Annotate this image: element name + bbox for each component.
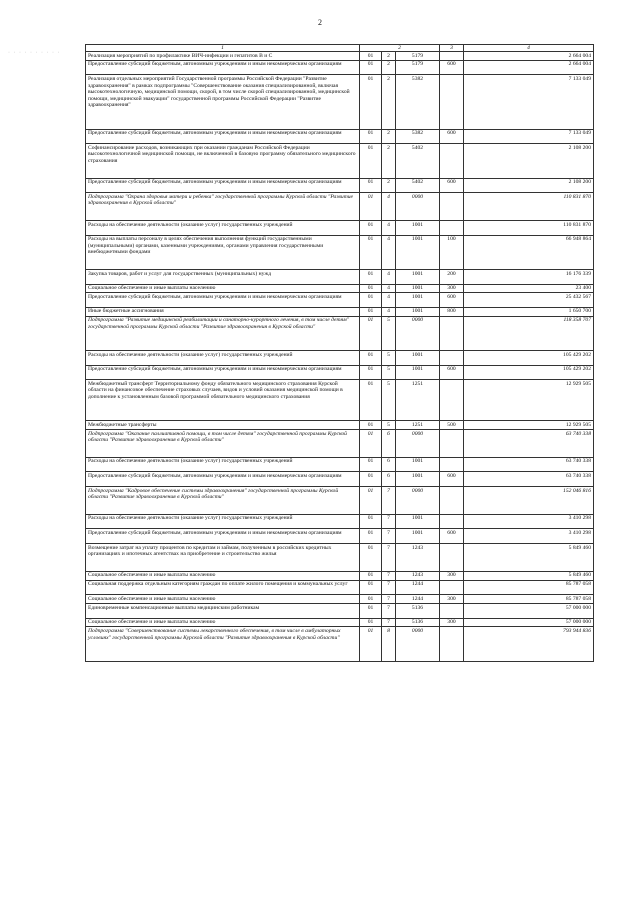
row-code-cell: 0000: [396, 193, 440, 221]
header-col-4: 4: [464, 45, 594, 52]
row-expense-type-cell: [440, 220, 464, 235]
row-program-cell: 01: [360, 365, 382, 380]
table-row: [86, 269, 594, 284]
row-expense-type-cell: [440, 75, 464, 129]
row-code-cell: 1001: [396, 269, 440, 284]
row-expense-type-cell: 300: [440, 571, 464, 580]
page-number: 2: [318, 18, 322, 27]
row-subprogram-cell: 7: [382, 514, 396, 529]
row-expense-type-cell: 600: [440, 472, 464, 487]
table-row: [86, 365, 594, 380]
row-code-cell: 0000: [396, 627, 440, 661]
row-subprogram-cell: 7: [382, 595, 396, 604]
row-expense-type-cell: [440, 514, 464, 529]
row-code-cell: 1251: [396, 380, 440, 421]
row-subprogram-cell: 2: [382, 144, 396, 178]
row-expense-type-cell: 600: [440, 293, 464, 308]
row-expense-type-cell: 300: [440, 618, 464, 627]
row-subprogram-cell: 4: [382, 293, 396, 308]
row-subprogram-cell: 5: [382, 365, 396, 380]
row-subprogram-cell: 2: [382, 52, 396, 61]
row-name-cell: Предоставление субсидий бюджетным, автономным учреждениям и иным некоммерческим организациям: [86, 529, 360, 544]
row-code-cell: 1001: [396, 365, 440, 380]
row-name-cell: Расходы на выплаты персоналу в целях обеспечения выполнения функций государственными (муниципальными) органами, казенными учреждениями, органами управления государственными внебюджетными фондами: [86, 235, 360, 269]
row-code-cell: 1251: [396, 421, 440, 430]
row-code-cell: 1244: [396, 580, 440, 595]
table-row: [86, 580, 594, 595]
row-code-cell: 1001: [396, 307, 440, 316]
row-code-cell: 1001: [396, 514, 440, 529]
row-amount-cell: 1 650 700: [464, 307, 594, 316]
row-program-cell: 01: [360, 307, 382, 316]
row-amount-cell: 25 432 567: [464, 293, 594, 308]
row-program-cell: 01: [360, 571, 382, 580]
row-program-cell: 01: [360, 529, 382, 544]
row-program-cell: 01: [360, 457, 382, 472]
row-amount-cell: 110 831 870: [464, 220, 594, 235]
row-amount-cell: 7 133 049: [464, 75, 594, 129]
row-subprogram-cell: 2: [382, 178, 396, 193]
row-expense-type-cell: [440, 487, 464, 515]
row-subprogram-cell: 5: [382, 316, 396, 350]
row-code-cell: 1243: [396, 544, 440, 572]
row-program-cell: 01: [360, 52, 382, 61]
row-subprogram-cell: 5: [382, 380, 396, 421]
row-code-cell: 1243: [396, 571, 440, 580]
row-name-cell: Реализация мероприятий по профилактике ВИЧ-инфекции и гепатитов В и С: [86, 52, 360, 61]
row-expense-type-cell: [440, 52, 464, 61]
row-subprogram-cell: 7: [382, 544, 396, 572]
table-row: [86, 193, 594, 221]
row-name-cell: Социальное обеспечение и иные выплаты населению: [86, 595, 360, 604]
row-program-cell: 01: [360, 627, 382, 661]
row-amount-cell: 105 429 202: [464, 351, 594, 366]
row-code-cell: 5382: [396, 129, 440, 144]
row-expense-type-cell: 200: [440, 269, 464, 284]
row-subprogram-cell: 6: [382, 472, 396, 487]
row-amount-cell: 2 108 200: [464, 178, 594, 193]
table-body: [86, 52, 594, 662]
table-row: [86, 316, 594, 350]
row-amount-cell: 23 400: [464, 284, 594, 293]
row-expense-type-cell: 600: [440, 178, 464, 193]
table-row: [86, 178, 594, 193]
row-name-cell: Социальная поддержка отдельным категориям граждан по оплате жилого помещения и коммунальных услуг: [86, 580, 360, 595]
row-name-cell: Подпрограмма "Охрана здоровья матери и ребенка" государственной программы Курской области "Развитие здравоохранения в Курской области": [86, 193, 360, 221]
row-expense-type-cell: 500: [440, 421, 464, 430]
row-amount-cell: 85 787 058: [464, 595, 594, 604]
row-subprogram-cell: 4: [382, 269, 396, 284]
row-amount-cell: 793 944 836: [464, 627, 594, 661]
row-code-cell: 1244: [396, 595, 440, 604]
row-name-cell: Предоставление субсидий бюджетным, автономным учреждениям и иным некоммерческим организациям: [86, 472, 360, 487]
row-code-cell: 1001: [396, 235, 440, 269]
row-expense-type-cell: [440, 457, 464, 472]
row-program-cell: 01: [360, 544, 382, 572]
row-program-cell: 01: [360, 430, 382, 458]
row-subprogram-cell: 4: [382, 284, 396, 293]
row-expense-type-cell: 600: [440, 529, 464, 544]
row-amount-cell: 12 929 505: [464, 380, 594, 421]
row-subprogram-cell: 5: [382, 351, 396, 366]
row-name-cell: Предоставление субсидий бюджетным, автономным учреждениям и иным некоммерческим организациям: [86, 178, 360, 193]
table-row: [86, 60, 594, 75]
table-row: [86, 544, 594, 572]
row-name-cell: Возмещение затрат на уплату процентов по кредитам и займам, полученным в российских кредитных организациях и ипотечных агентствах на приобретение и строительство жилья: [86, 544, 360, 572]
margin-mark: · · · · · · · · · ·: [8, 50, 61, 56]
row-code-cell: 1001: [396, 472, 440, 487]
table-row: [86, 487, 594, 515]
row-subprogram-cell: 7: [382, 618, 396, 627]
row-code-cell: 5136: [396, 618, 440, 627]
row-subprogram-cell: 7: [382, 487, 396, 515]
row-name-cell: Подпрограмма "Кадровое обеспечение системы здравоохранения" государственной программы Курской области "Развитие здравоохранения в Курской области": [86, 487, 360, 515]
row-code-cell: 0000: [396, 430, 440, 458]
row-code-cell: 5179: [396, 60, 440, 75]
row-expense-type-cell: 100: [440, 235, 464, 269]
row-subprogram-cell: 7: [382, 603, 396, 618]
row-code-cell: 5382: [396, 75, 440, 129]
table-row: [86, 514, 594, 529]
row-program-cell: 01: [360, 472, 382, 487]
row-code-cell: 1001: [396, 529, 440, 544]
row-name-cell: Межбюджетный трансферт Территориальному фонду обязательного медицинского страхования Курской области на финансовое обеспечение страховых случаев, видов и условий оказания медицинской помощи в дополнение к установленным базовой программой обязательного медицинского страхования: [86, 380, 360, 421]
header-col-3: 3: [440, 45, 464, 52]
row-program-cell: 01: [360, 487, 382, 515]
row-expense-type-cell: [440, 580, 464, 595]
row-name-cell: Социальное обеспечение и иные выплаты населению: [86, 284, 360, 293]
row-expense-type-cell: 600: [440, 129, 464, 144]
row-program-cell: 01: [360, 129, 382, 144]
row-amount-cell: 2 664 004: [464, 52, 594, 61]
row-code-cell: 0000: [396, 316, 440, 350]
header-col-2: 2: [360, 45, 440, 52]
row-program-cell: 01: [360, 235, 382, 269]
table-row: [86, 595, 594, 604]
row-code-cell: 0000: [396, 487, 440, 515]
row-amount-cell: 57 000 000: [464, 618, 594, 627]
row-amount-cell: 12 929 505: [464, 421, 594, 430]
row-subprogram-cell: 4: [382, 220, 396, 235]
table-row: [86, 430, 594, 458]
row-name-cell: Расходы на обеспечение деятельности (оказание услуг) государственных учреждений: [86, 351, 360, 366]
row-subprogram-cell: 5: [382, 421, 396, 430]
table-row: [86, 618, 594, 627]
row-code-cell: 5402: [396, 178, 440, 193]
row-program-cell: 01: [360, 316, 382, 350]
row-subprogram-cell: 6: [382, 430, 396, 458]
row-expense-type-cell: [440, 603, 464, 618]
row-program-cell: 01: [360, 603, 382, 618]
row-program-cell: 01: [360, 580, 382, 595]
row-amount-cell: 63 740 338: [464, 430, 594, 458]
row-program-cell: 01: [360, 75, 382, 129]
row-name-cell: Расходы на обеспечение деятельности (оказание услуг) государственных учреждений: [86, 220, 360, 235]
row-name-cell: Предоставление субсидий бюджетным, автономным учреждениям и иным некоммерческим организациям: [86, 293, 360, 308]
table-row: [86, 293, 594, 308]
row-name-cell: Межбюджетные трансферты: [86, 421, 360, 430]
table-row: [86, 75, 594, 129]
table-row: [86, 235, 594, 269]
row-amount-cell: 2 664 004: [464, 60, 594, 75]
row-code-cell: 1001: [396, 293, 440, 308]
row-name-cell: Предоставление субсидий бюджетным, автономным учреждениям и иным некоммерческим организациям: [86, 129, 360, 144]
row-amount-cell: 3 410 298: [464, 514, 594, 529]
row-program-cell: 01: [360, 220, 382, 235]
row-expense-type-cell: [440, 627, 464, 661]
row-program-cell: 01: [360, 60, 382, 75]
row-amount-cell: 110 831 870: [464, 193, 594, 221]
table-row: [86, 571, 594, 580]
row-subprogram-cell: 8: [382, 627, 396, 661]
row-subprogram-cell: 7: [382, 529, 396, 544]
budget-table: [85, 44, 594, 662]
table-header-row: [86, 45, 594, 52]
row-program-cell: 01: [360, 595, 382, 604]
row-name-cell: Расходы на обеспечение деятельности (оказание услуг) государственных учреждений: [86, 457, 360, 472]
row-subprogram-cell: 2: [382, 75, 396, 129]
row-amount-cell: 85 787 058: [464, 580, 594, 595]
row-expense-type-cell: [440, 380, 464, 421]
row-name-cell: Подпрограмма "Оказание паллиативной помощи, в том числе детям" государственной программы Курской области "Развитие здравоохранения в Курской области": [86, 430, 360, 458]
row-expense-type-cell: 300: [440, 284, 464, 293]
row-expense-type-cell: [440, 193, 464, 221]
row-subprogram-cell: 2: [382, 129, 396, 144]
row-program-cell: 01: [360, 421, 382, 430]
header-col-1: 1: [86, 45, 360, 52]
table-row: [86, 52, 594, 61]
row-subprogram-cell: 2: [382, 60, 396, 75]
table-row: [86, 529, 594, 544]
table-row: [86, 220, 594, 235]
row-amount-cell: 5 849 460: [464, 544, 594, 572]
row-expense-type-cell: 600: [440, 60, 464, 75]
row-amount-cell: 63 740 338: [464, 472, 594, 487]
row-subprogram-cell: 7: [382, 571, 396, 580]
table-row: [86, 603, 594, 618]
row-code-cell: 5136: [396, 603, 440, 618]
row-amount-cell: 57 000 000: [464, 603, 594, 618]
row-name-cell: Закупка товаров, работ и услуг для государственных (муниципальных) нужд: [86, 269, 360, 284]
row-name-cell: Подпрограмма "Развитие медицинской реабилитации и санаторно-курортного лечения, в том числе детям" государственной программы Курской области "Развитие здравоохранения в Курской области": [86, 316, 360, 350]
row-name-cell: Единовременные компенсационные выплаты медицинским работникам: [86, 603, 360, 618]
row-subprogram-cell: 7: [382, 580, 396, 595]
row-amount-cell: 16 176 339: [464, 269, 594, 284]
row-program-cell: 01: [360, 284, 382, 293]
row-program-cell: 01: [360, 144, 382, 178]
row-program-cell: 01: [360, 178, 382, 193]
row-code-cell: 1001: [396, 284, 440, 293]
row-subprogram-cell: 4: [382, 235, 396, 269]
table-row: [86, 284, 594, 293]
row-code-cell: 1001: [396, 457, 440, 472]
row-program-cell: 01: [360, 618, 382, 627]
row-amount-cell: 63 740 338: [464, 457, 594, 472]
row-amount-cell: 2 108 200: [464, 144, 594, 178]
row-expense-type-cell: [440, 144, 464, 178]
row-amount-cell: 7 133 049: [464, 129, 594, 144]
row-program-cell: 01: [360, 380, 382, 421]
row-expense-type-cell: 800: [440, 307, 464, 316]
row-expense-type-cell: 300: [440, 595, 464, 604]
row-name-cell: Софинансирование расходов, возникающих при оказании гражданам Российской Федерации высокотехнологичной медицинской помощи, не включенной в базовую программу обязательного медицинского страхования: [86, 144, 360, 178]
row-amount-cell: 66 948 864: [464, 235, 594, 269]
row-name-cell: Предоставление субсидий бюджетным, автономным учреждениям и иным некоммерческим организациям: [86, 365, 360, 380]
row-name-cell: Социальное обеспечение и иные выплаты населению: [86, 571, 360, 580]
row-code-cell: 5179: [396, 52, 440, 61]
table-row: [86, 421, 594, 430]
row-expense-type-cell: 600: [440, 365, 464, 380]
row-amount-cell: 118 358 707: [464, 316, 594, 350]
row-expense-type-cell: [440, 316, 464, 350]
row-subprogram-cell: 4: [382, 307, 396, 316]
row-expense-type-cell: [440, 351, 464, 366]
table-row: [86, 307, 594, 316]
row-name-cell: Иные бюджетные ассигнования: [86, 307, 360, 316]
row-amount-cell: 5 849 460: [464, 571, 594, 580]
row-amount-cell: 3 410 298: [464, 529, 594, 544]
row-code-cell: 1001: [396, 220, 440, 235]
row-code-cell: 1001: [396, 351, 440, 366]
row-expense-type-cell: [440, 430, 464, 458]
table-row: [86, 351, 594, 366]
row-program-cell: 01: [360, 193, 382, 221]
row-amount-cell: 152 046 816: [464, 487, 594, 515]
row-name-cell: Социальное обеспечение и иные выплаты населению: [86, 618, 360, 627]
row-program-cell: 01: [360, 269, 382, 284]
table-row: [86, 144, 594, 178]
row-expense-type-cell: [440, 544, 464, 572]
row-subprogram-cell: 6: [382, 457, 396, 472]
row-program-cell: 01: [360, 293, 382, 308]
table-row: [86, 129, 594, 144]
row-name-cell: Предоставление субсидий бюджетным, автономным учреждениям и иным некоммерческим организациям: [86, 60, 360, 75]
row-code-cell: 5402: [396, 144, 440, 178]
row-program-cell: 01: [360, 514, 382, 529]
table-row: [86, 627, 594, 661]
row-subprogram-cell: 4: [382, 193, 396, 221]
row-program-cell: 01: [360, 351, 382, 366]
row-name-cell: Подпрограмма "Совершенствование системы лекарственного обеспечения, в том числе в амбулаторных условиях" государственной программы Курской области "Развитие здравоохранения в Курской области": [86, 627, 360, 661]
table-row: [86, 380, 594, 421]
row-name-cell: Расходы на обеспечение деятельности (оказание услуг) государственных учреждений: [86, 514, 360, 529]
table-row: [86, 472, 594, 487]
row-name-cell: Реализация отдельных мероприятий Государственной программы Российской Федерации "Развитие здравоохранения" в рамках подпрограммы "Совершенствование оказания специализированной, включая высокотехнологичную, медицинской помощи, скорой, в том числе скорой специализированной, медицинской помощи, медицинской эвакуации" государственной программы Российской Федерации "Развитие здравоохранения": [86, 75, 360, 129]
row-amount-cell: 105 429 202: [464, 365, 594, 380]
table-row: [86, 457, 594, 472]
